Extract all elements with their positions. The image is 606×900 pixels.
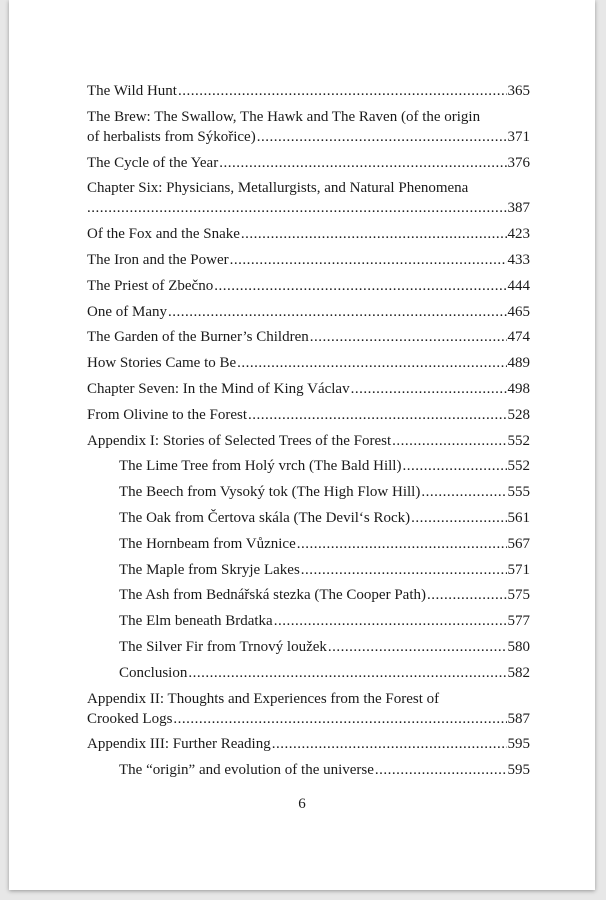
- toc-entry-title: The Cycle of the Year: [87, 154, 219, 171]
- toc-entry: [87, 379, 530, 399]
- toc-entry-page: 371: [507, 128, 530, 145]
- toc-entry: [87, 224, 530, 244]
- dot-leader: [328, 637, 507, 657]
- toc-entry-title: The Priest of Zbečno: [87, 277, 214, 294]
- toc-entry-title: Of the Fox and the Snake: [87, 226, 240, 243]
- toc-entry-title: The Elm beneath Brdatka: [119, 613, 273, 630]
- toc-entry-title: Appendix III: Further Reading: [87, 736, 271, 753]
- toc-entry-page: 433: [507, 251, 530, 268]
- toc-entry: [87, 276, 530, 296]
- toc-entry-page: 423: [507, 226, 530, 243]
- toc-entry-page: 498: [507, 380, 530, 397]
- toc-entry-page: 376: [507, 154, 530, 171]
- toc-subentry: [87, 482, 530, 502]
- page-number: 6: [298, 796, 306, 812]
- toc-entry-page: 474: [507, 329, 530, 346]
- toc-entry-title: Appendix I: Stories of Selected Trees of the Forest: [87, 432, 392, 449]
- toc-subentry: [87, 560, 530, 580]
- book-page: [9, 0, 595, 890]
- dot-leader: [173, 709, 506, 729]
- dot-leader: [301, 560, 507, 580]
- toc-entry-page: 575: [507, 587, 530, 604]
- toc-entry-title: The “origin” and evolution of the universe: [119, 762, 374, 779]
- toc-entry-page: 571: [507, 561, 530, 578]
- toc-subentry: [87, 508, 530, 528]
- toc-entry-title-line: Appendix II: Thoughts and Experiences from the Forest of: [87, 690, 440, 707]
- toc-entry-page: 555: [507, 484, 530, 501]
- dot-leader: [351, 379, 507, 399]
- toc-entry-title: The Lime Tree from Holý vrch (The Bald Hill): [119, 458, 402, 475]
- toc-entry-title: Crooked Logs: [87, 710, 173, 727]
- toc-subentry: [87, 534, 530, 554]
- dot-leader: [230, 250, 507, 270]
- toc-entry-title: The Ash from Bednářská stezka (The Cooper Path): [119, 587, 426, 604]
- dot-leader: [411, 508, 506, 528]
- toc-entry-page: 587: [507, 710, 530, 727]
- toc-entry-page: 580: [507, 638, 530, 655]
- toc-entry-title: The Iron and the Power: [87, 251, 229, 268]
- toc-entry: [87, 81, 530, 101]
- toc-entry-title: The Wild Hunt: [87, 83, 177, 99]
- toc-entry: [87, 153, 530, 173]
- toc-entry: [87, 327, 530, 347]
- dot-leader: [257, 127, 507, 147]
- toc-entry-title: The Maple from Skryje Lakes: [119, 561, 300, 578]
- toc-subentry: [87, 611, 530, 631]
- dot-leader: [168, 302, 507, 322]
- toc-entry: [87, 302, 530, 322]
- toc-entry-title: From Olivine to the Forest: [87, 406, 247, 423]
- toc-subentry: [87, 637, 530, 657]
- toc-entry: [87, 405, 530, 425]
- toc-entry: [87, 250, 530, 270]
- dot-leader: [241, 224, 507, 244]
- toc-entry: [87, 107, 530, 147]
- toc-entry-title-line: The Brew: The Swallow, The Hawk and The Raven (of the origin: [87, 108, 481, 125]
- toc-entry-title: The Hornbeam from Vůznice: [119, 535, 296, 552]
- toc-entry-page: 552: [507, 432, 530, 449]
- toc-entry-title: The Oak from Čertova skála (The Devil‘s Rock): [119, 509, 411, 526]
- toc-subentry: [87, 663, 530, 683]
- toc-entry: [87, 689, 530, 729]
- toc-subentry: [87, 456, 530, 476]
- dot-leader: [219, 153, 506, 173]
- toc-entry-page: 387: [507, 200, 530, 217]
- toc-entry-page: 528: [507, 406, 530, 423]
- toc-entry-title: Conclusion: [119, 664, 188, 681]
- toc-entry-page: 552: [507, 458, 530, 475]
- toc-entry-page: 577: [507, 613, 530, 630]
- dot-leader: [188, 663, 506, 683]
- toc-subentry: [87, 585, 530, 605]
- dot-leader: [274, 611, 507, 631]
- toc-entry-page: 365: [507, 83, 530, 99]
- dot-leader: [87, 198, 507, 218]
- toc-entry: [87, 734, 530, 754]
- dot-leader: [392, 431, 506, 451]
- toc-entry-page: 444: [507, 277, 530, 294]
- dot-leader: [297, 534, 507, 554]
- dot-leader: [402, 456, 506, 476]
- dot-leader: [248, 405, 507, 425]
- dot-leader: [427, 585, 507, 605]
- dot-leader: [214, 276, 506, 296]
- dot-leader: [310, 327, 507, 347]
- toc-entry-page: 465: [507, 303, 530, 320]
- toc-entry-page: 567: [507, 535, 530, 552]
- toc-entry-title: The Garden of the Burner’s Children: [87, 329, 309, 346]
- dot-leader: [178, 81, 507, 101]
- toc-entry-page: 582: [507, 664, 530, 681]
- dot-leader: [237, 353, 506, 373]
- toc-entry-title: of herbalists from Sýkořice): [87, 128, 256, 145]
- toc-entry-title-line: Chapter Six: Physicians, Metallurgists, and Natural Phenomena: [87, 180, 469, 197]
- toc-entry-page: 595: [507, 762, 530, 779]
- toc-entry-page: 595: [507, 736, 530, 753]
- toc-entry-page: 489: [507, 355, 530, 372]
- toc-entry-title: One of Many: [87, 303, 167, 320]
- dot-leader: [272, 734, 507, 754]
- toc-entry-page: 561: [507, 509, 530, 526]
- table-of-contents: [87, 81, 530, 786]
- dot-leader: [421, 482, 506, 502]
- toc-entry: [87, 431, 530, 451]
- toc-entry-title: The Silver Fir from Trnový loužek: [119, 638, 327, 655]
- toc-entry-title: Chapter Seven: In the Mind of King Václav: [87, 380, 350, 397]
- toc-entry: [87, 178, 530, 218]
- toc-entry-title: The Beech from Vysoký tok (The High Flow Hill): [119, 484, 421, 501]
- toc-entry-title: How Stories Came to Be: [87, 355, 237, 372]
- dot-leader: [375, 760, 507, 780]
- toc-subentry: [87, 760, 530, 780]
- toc-entry: [87, 353, 530, 373]
